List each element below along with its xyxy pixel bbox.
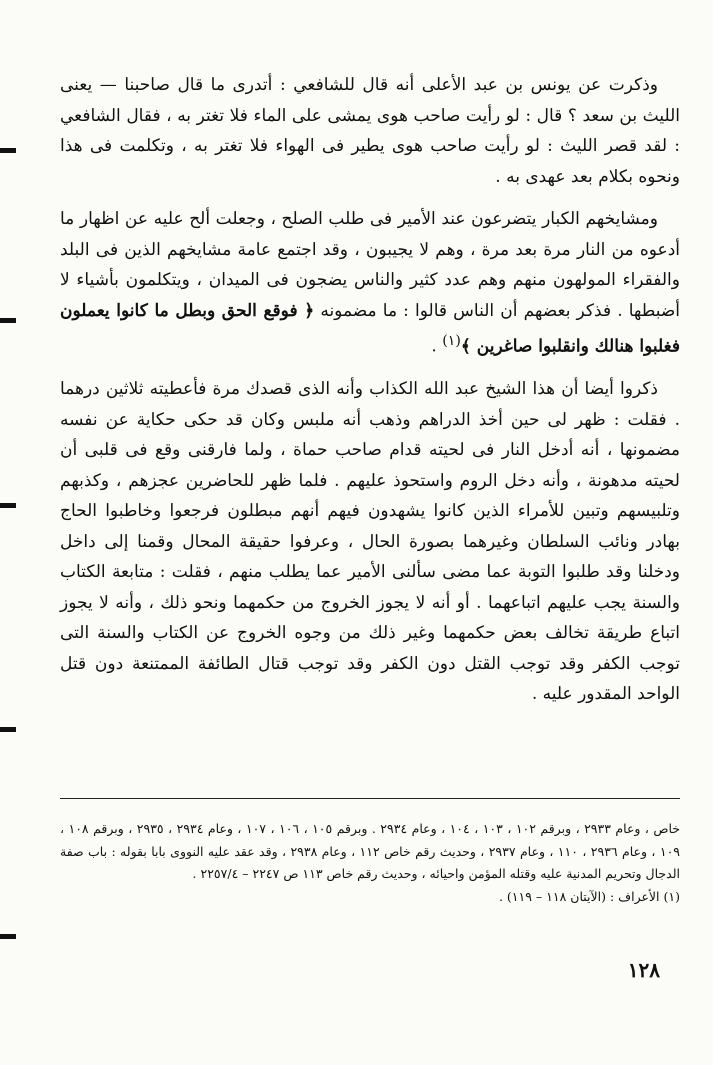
edge-mark xyxy=(0,318,16,323)
footnotes xyxy=(60,818,680,908)
sentence-end: . xyxy=(431,336,443,357)
edge-mark xyxy=(0,503,16,508)
paragraph xyxy=(60,204,680,362)
footnote: خاص ، وعام ٢٩٣٣ ، وبرقم ١٠٢ ، ١٠٣ ، ١٠٤ ، وعام ٢٩٣٤ . وبرقم ١٠٥ ، ١٠٦ ، ١٠٧ ، وعام ٢٩٣٤ ، ٢٩٣٥ ، وبرقم ١٠٨ ، ١٠٩ ، وعام ٢٩٣٦ ، ١١٠ ، وعام ٢٩٣٧ ، وحديث رقم خاص ١١٢ ، وعام ٢٩٣٨ ، وقد عقد عليه النووى بابا بقوله : باب صفة الدجال وتحريم المدنية عليه وقتله المؤمن واحيائه ، وحديث رقم خاص ١١٣ ص ٢٢٤٧ – ٢٢٥٧/٤ . xyxy=(60,821,681,881)
paragraph-text: ومشايخهم الكبار يتضرعون عند الأمير فى طلب الصلح ، وجعلت ألح عليه عن اظهار ما أدعوه من النار مرة بعد مرة ، وهم لا يجيبون ، وقد اجتمع عامة مشايخهم الذين فى البلد والفقراء المولهون منهم وهم عدد كثير والناس يضجون فى الميدان ، ويتكلمون بأشياء لا أضبطها . فذكر بعضهم أن الناس قالوا : ما مضمونه xyxy=(60,209,680,321)
footnote-divider xyxy=(60,798,680,799)
edge-mark xyxy=(0,727,16,732)
paragraph: ذكروا أيضا أن هذا الشيخ عبد الله الكذاب وأنه الذى قصدك مرة فأعطيته ثلاثين درهما . فقلت : ظهر لى حين أخذ الدراهم وذهب أنه ملبس وكان قد حكى حكاية عن نفسه مضمونها ، أنه أدخل النار فى لحيته قدام صاحب حماة ، ولما فارقنى وقع فى قلبى أن لحيته مدهونة ، وأنه دخل الروم واستحوذ عليهم . فلما ظهر للحاضرين عجزهم ، وكذبهم وتلبيسهم وتبين للأمراء الذين كانوا يشهدون فيهم أنهم مبطلون فرجعوا وخاطبوا الحاج بهادر ونائب السلطان وغيرهما بصورة الحال ، وعرفوا حقيقة المحال وقمنا إلى داخل ودخلنا وقد طلبوا التوبة عما مضى سألنى الأمير عما يطلب منهم ، فقلت : متابعة الكتاب والسنة يجب عليهم اتباعهما . أو أنه لا يجوز الخروج من حكمهما ونحو ذلك ، وأنه لا يجوز اتباع طريقة تخالف بعض حكمهما وغير ذلك من وجوه الخروج عن الكتاب والسنة التى توجب الكفر وقد توجب القتل دون الكفر وقد توجب قتال الطائفة الممتنعة دون قتل الواحد المقدور عليه . xyxy=(60,379,680,705)
footnote: (١) الأعراف : (الآيتان ١١٨ – ١١٩) . xyxy=(498,888,680,904)
footnote-reference: (١) xyxy=(442,333,461,349)
quran-quote: ﴿ فوقع الحق وبطل ما كانوا يعملون فغلبوا هنالك وانقلبوا صاغرين ﴾ xyxy=(60,300,680,357)
main-text xyxy=(60,70,680,710)
edge-mark xyxy=(0,934,16,939)
paragraph: وذكرت عن يونس بن عبد الأعلى أنه قال للشافعي : أتدرى ما قال صاحبنا — يعنى الليث بن سعد ؟ قال : لو رأيت صاحب هوى يمشى على الماء فلا تغتر به ، فقال الشافعي : لقد قصر الليث : لو رأيت صاحب هوى يطير فى الهواء فلا تغتر به ، وتكلمت فى هذا ونحوه بكلام بعد عهدى به . xyxy=(60,75,680,187)
page-number: ١٢٨ xyxy=(627,958,660,982)
edge-mark xyxy=(0,148,16,153)
